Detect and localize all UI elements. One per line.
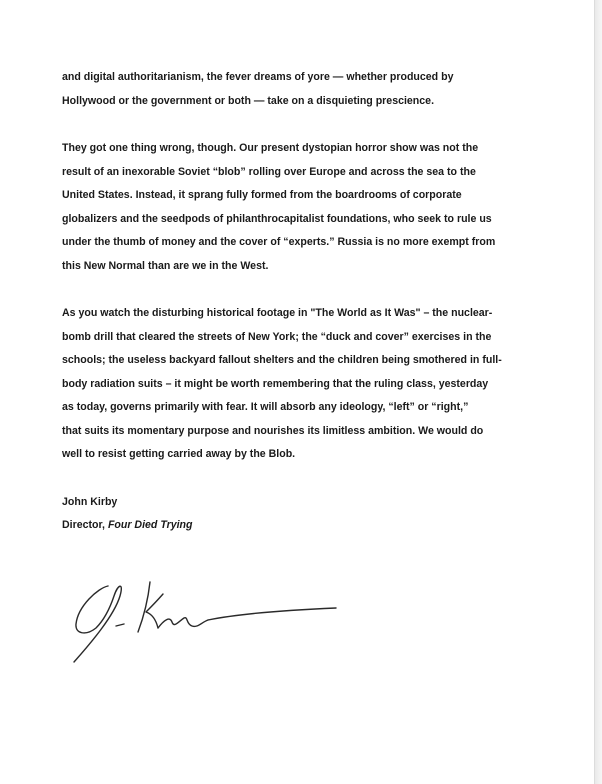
text-line: As you watch the disturbing historical footage in "The World as It Was" – the nuclear- <box>62 307 493 319</box>
text-line: result of an inexorable Soviet “blob” rolling over Europe and across the sea to the <box>62 165 476 178</box>
text-line: as today, governs primarily with fear. It will absorb any ideology, “left” or “right,” <box>62 401 469 413</box>
text-line: this New Normal than are we in the West. <box>62 259 269 272</box>
letter-body <box>62 66 534 538</box>
paragraph-3 <box>62 302 534 467</box>
text-line: body radiation suits – it might be worth remembering that the ruling class, yesterday <box>62 377 489 390</box>
signoff-block <box>62 491 534 538</box>
text-line: and digital authoritarianism, the fever dreams of yore — whether produced by <box>62 71 454 83</box>
author-name: John Kirby <box>62 495 118 508</box>
text-line: globalizers and the seedpods of philanthrocapitalist foundations, who seek to rule us <box>62 212 492 225</box>
text-line: under the thumb of money and the cover of “experts.” Russia is no more exempt from <box>62 236 496 248</box>
text-line: that suits its momentary purpose and nourishes its limitless ambition. We would do <box>62 424 484 437</box>
text-line: bomb drill that cleared the streets of New York; the “duck and cover” exercises in the <box>62 330 492 343</box>
paragraph-2 <box>62 137 534 278</box>
role-prefix: Director, <box>62 519 108 531</box>
text-line: United States. Instead, it sprang fully formed from the boardrooms of corporate <box>62 189 462 201</box>
page-edge-shadow <box>594 0 602 784</box>
author-role <box>62 514 534 538</box>
film-title: Four Died Trying <box>107 519 193 531</box>
text-line: well to resist getting carried away by the Blob. <box>62 448 296 460</box>
text-line: schools; the useless backyard fallout shelters and the children being smothered in full- <box>62 354 502 366</box>
text-line: They got one thing wrong, though. Our present dystopian horror show was not the <box>62 142 479 154</box>
handwritten-signature-icon <box>68 572 343 668</box>
paragraph-1 <box>62 66 534 113</box>
text-line: Hollywood or the government or both — take on a disquieting prescience. <box>62 94 435 107</box>
